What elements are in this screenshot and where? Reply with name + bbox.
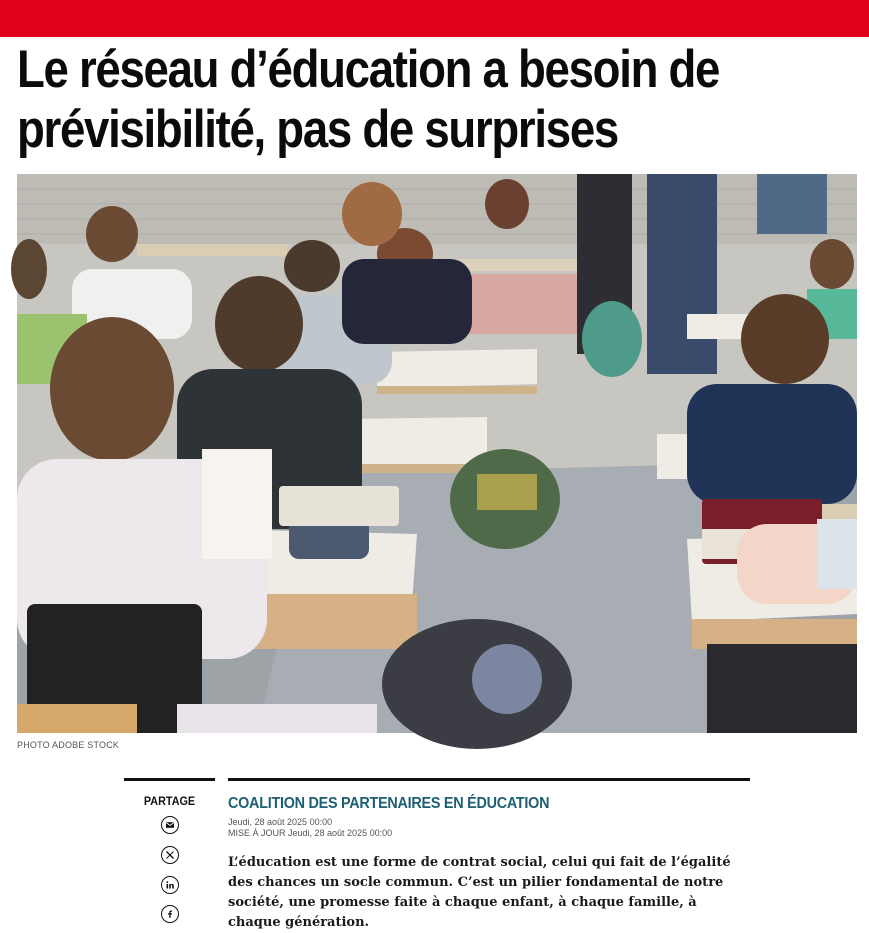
article-divider (228, 778, 750, 781)
email-icon (165, 820, 175, 830)
share-panel (124, 778, 215, 808)
article-body (228, 778, 750, 933)
share-divider (124, 778, 215, 781)
share-x-button[interactable] (161, 846, 179, 864)
publish-date: Jeudi, 28 août 2025 00:00 (228, 817, 333, 827)
hero-photo (17, 174, 857, 733)
linkedin-icon (165, 880, 175, 890)
site-header-bar (0, 0, 869, 37)
share-facebook-button[interactable] (161, 905, 179, 923)
photo-credit: PHOTO ADOBE STOCK (17, 740, 120, 750)
share-linkedin-button[interactable] (161, 876, 179, 894)
share-email-button[interactable] (161, 816, 179, 834)
updated-date: MISE À JOUR Jeudi, 28 août 2025 00:00 (228, 828, 393, 838)
share-title: PARTAGE (143, 794, 196, 808)
facebook-icon (165, 909, 175, 919)
article-lead-paragraph: L’éducation est une forme de contrat social, celui qui fait de l’égalité des chances un socle commun. C’est un pilier fondamental de notre société, une promesse faite à chaque enfant, à chaque famille, à chaque génération. (228, 855, 731, 930)
article-headline: Le réseau d’éducation a besoin de prévisibilité, pas de surprises (17, 40, 720, 159)
author-byline[interactable]: COALITION DES PARTENAIRES EN ÉDUCATION (228, 795, 550, 812)
x-icon (165, 850, 175, 860)
